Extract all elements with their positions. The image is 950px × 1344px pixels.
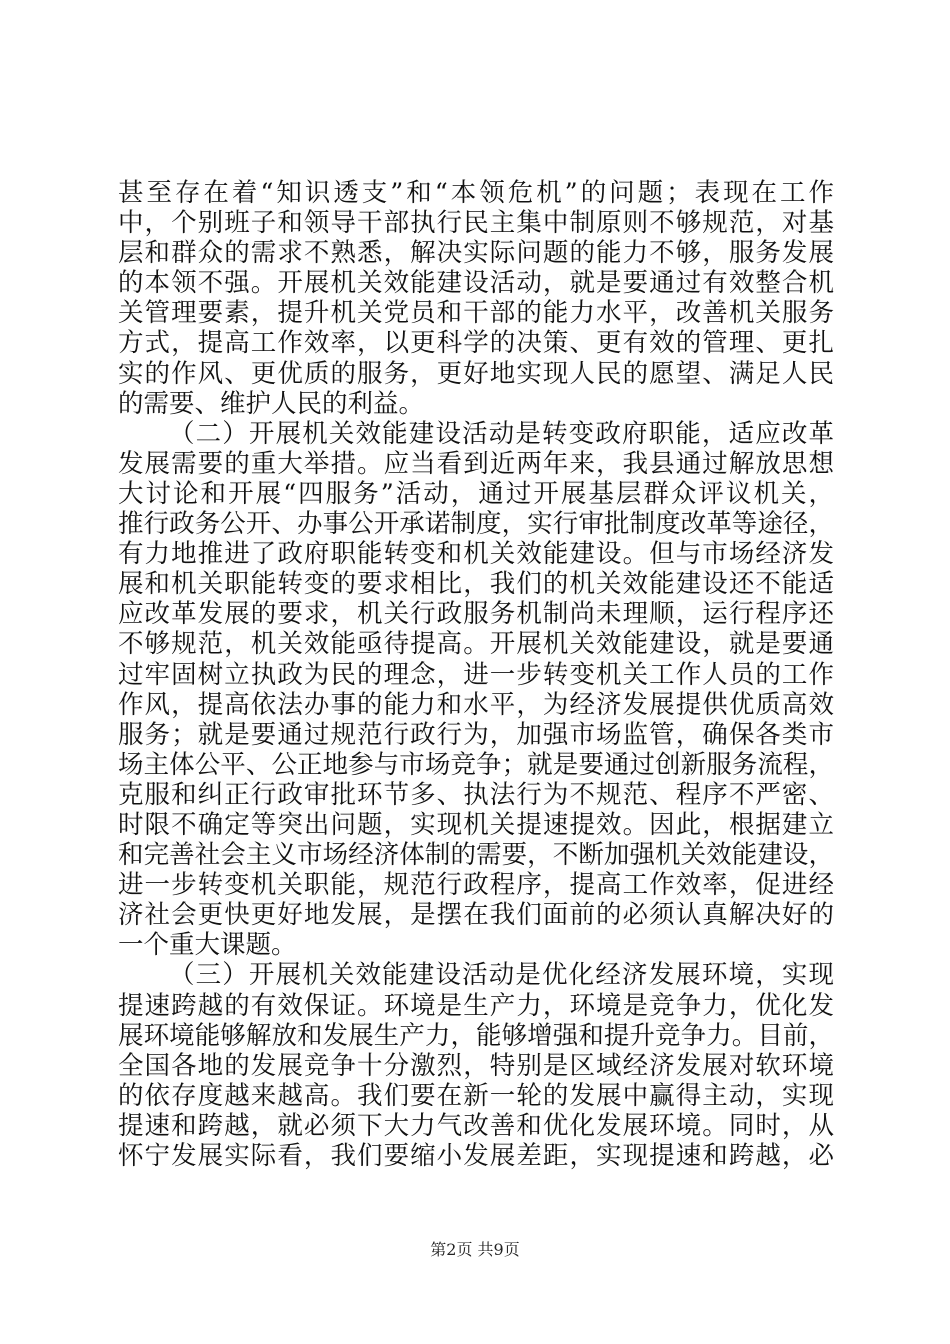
text-line: 的需要、维护人民的利益。	[118, 388, 425, 419]
text-line: 提速和跨越，就必须下大力气改善和优化发展环境。同时，从	[118, 1110, 834, 1141]
text-line: 提速跨越的有效保证。环境是生产力，环境是竞争力，优化发	[118, 990, 834, 1021]
paragraph	[118, 178, 834, 419]
text-line: 克服和纠正行政审批环节多、执法行为不规范、程序不严密、	[118, 779, 834, 810]
text-line: 应改革发展的要求，机关行政服务机制尚未理顺，运行程序还	[118, 599, 834, 630]
text-line: 过牢固树立执政为民的理念，进一步转变机关工作人员的工作	[118, 659, 834, 690]
text-line: 济社会更快更好地发展，是摆在我们面前的必须认真解决好的	[118, 900, 834, 931]
text-line: 和完善社会主义市场经济体制的需要，不断加强机关效能建设，	[118, 840, 834, 871]
text-line: 不够规范，机关效能亟待提高。开展机关效能建设，就是要通	[118, 629, 834, 660]
text-line: 实的作风、更优质的服务，更好地实现人民的愿望、满足人民	[118, 358, 834, 389]
text-line: 发展需要的重大举措。应当看到近两年来，我县通过解放思想	[118, 448, 834, 479]
text-line: 推行政务公开、办事公开承诺制度，实行审批制度改革等途径，	[118, 509, 834, 540]
paragraph	[118, 419, 834, 961]
text-line: 服务；就是要通过规范行政行为，加强市场监管，确保各类市	[118, 719, 834, 750]
text-line: 一个重大课题。	[118, 930, 297, 961]
text-line: 的依存度越来越高。我们要在新一轮的发展中赢得主动，实现	[118, 1080, 834, 1111]
text-line: 展和机关职能转变的要求相比，我们的机关效能建设还不能适	[118, 569, 834, 600]
text-line: 怀宁发展实际看，我们要缩小发展差距，实现提速和跨越，必	[118, 1141, 834, 1171]
text-line: 的本领不强。开展机关效能建设活动，就是要通过有效整合机	[118, 268, 834, 299]
text-line: （三）开展机关效能建设活动是优化经济发展环境，实现	[169, 960, 834, 991]
text-line: 时限不确定等突出问题，实现机关提速提效。因此，根据建立	[118, 809, 834, 840]
text-line: 关管理要素，提升机关党员和干部的能力水平，改善机关服务	[118, 298, 834, 329]
document-body	[118, 178, 834, 1171]
page-footer: 第2页 共9页	[430, 1240, 520, 1259]
text-line: 场主体公平、公正地参与市场竞争；就是要通过创新服务流程，	[118, 749, 834, 780]
text-line: 大讨论和开展“四服务”活动，通过开展基层群众评议机关，	[118, 478, 834, 509]
text-line: 层和群众的需求不熟悉，解决实际问题的能力不够，服务发展	[118, 238, 834, 269]
text-line: （二）开展机关效能建设活动是转变政府职能，适应改革	[169, 418, 834, 449]
text-line: 全国各地的发展竞争十分激烈，特别是区域经济发展对软环境	[118, 1050, 834, 1081]
text-line: 中，个别班子和领导干部执行民主集中制原则不够规范，对基	[118, 208, 834, 239]
text-line: 进一步转变机关职能，规范行政程序，提高工作效率，促进经	[118, 870, 834, 901]
text-line: 方式，提高工作效率，以更科学的决策、更有效的管理、更扎	[118, 328, 834, 359]
text-line: 展环境能够解放和发展生产力，能够增强和提升竞争力。目前，	[118, 1020, 834, 1051]
text-line: 有力地推进了政府职能转变和机关效能建设。但与市场经济发	[118, 539, 834, 570]
text-line: 作风，提高依法办事的能力和水平，为经济发展提供优质高效	[118, 689, 834, 720]
text-line: 甚至存在着“知识透支”和“本领危机”的问题；表现在工作	[118, 178, 834, 208]
paragraph	[118, 960, 834, 1171]
